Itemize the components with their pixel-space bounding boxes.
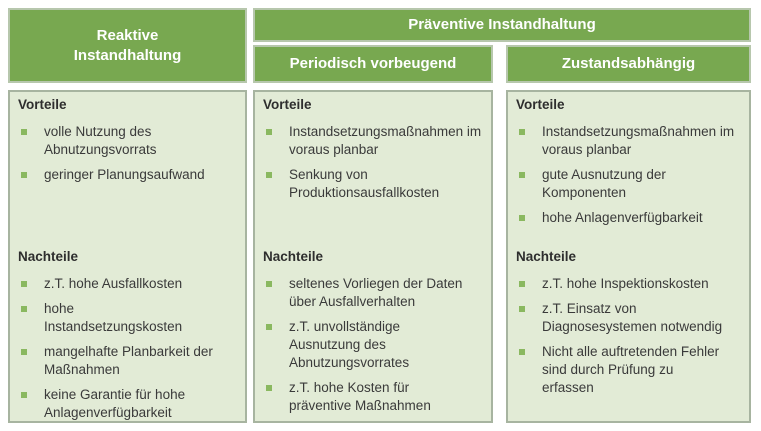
- list-item-text: z.T. hohe Inspektionskosten: [542, 276, 709, 291]
- list-item-text: z.T. Einsatz von Diagnosesystemen notwendig: [542, 301, 723, 334]
- list-item: [18, 386, 237, 422]
- list-item: [516, 343, 741, 397]
- list-item-text: z.T. unvollständige Ausnutzung des Abnutzungsvorrates: [289, 319, 410, 370]
- square-bullet-icon: [519, 215, 525, 221]
- disadvantages-title: Nachteile: [516, 249, 577, 264]
- disadvantages-title: Nachteile: [18, 249, 79, 264]
- list-item: [263, 166, 483, 202]
- disadvantages-title: Nachteile: [263, 249, 324, 264]
- square-bullet-icon: [519, 306, 525, 312]
- list-item: [516, 275, 741, 293]
- advantages-list: [18, 123, 237, 184]
- list-item: [18, 300, 237, 336]
- advantages-title: Vorteile: [18, 97, 67, 112]
- square-bullet-icon: [266, 129, 272, 135]
- advantages-list: [263, 123, 483, 202]
- list-item-text: hohe Anlagenverfügbarkeit: [542, 210, 703, 225]
- square-bullet-icon: [519, 281, 525, 287]
- square-bullet-icon: [21, 281, 27, 287]
- advantages-title: Vorteile: [263, 97, 312, 112]
- square-bullet-icon: [21, 129, 27, 135]
- header-periodic-preventive: [253, 45, 493, 83]
- header-reactive-label: Reaktive Instandhaltung: [73, 26, 182, 64]
- list-item-text: Instandsetzungsmaßnahmen im voraus planbar: [289, 124, 482, 157]
- disadvantages-list: [18, 275, 237, 422]
- list-item-text: hohe Instandsetzungskosten: [44, 301, 183, 334]
- panel-periodic-preventive: [253, 90, 493, 423]
- list-item-text: geringer Planungsaufwand: [44, 167, 205, 182]
- header-condition-based: [506, 45, 751, 83]
- advantages-list: [516, 123, 741, 227]
- list-item-text: seltenes Vorliegen der Daten über Ausfallverhalten: [289, 276, 463, 309]
- list-item-text: keine Garantie für hohe Anlagenverfügbarkeit: [44, 387, 186, 420]
- list-item: [516, 123, 741, 159]
- list-item: [516, 300, 741, 336]
- square-bullet-icon: [21, 392, 27, 398]
- disadvantages-list: [263, 275, 483, 415]
- panel-condition-based: [506, 90, 751, 423]
- panel-reactive: [8, 90, 247, 423]
- list-item-text: z.T. hohe Kosten für präventive Maßnahmen: [289, 380, 431, 413]
- square-bullet-icon: [266, 324, 272, 330]
- disadvantages-section: [516, 248, 741, 397]
- list-item: [263, 123, 483, 159]
- list-item: [516, 166, 741, 202]
- header-periodic-label: Periodisch vorbeugend: [289, 55, 457, 72]
- list-item: [263, 275, 483, 311]
- disadvantages-list: [516, 275, 741, 397]
- list-item-text: z.T. hohe Ausfallkosten: [44, 276, 183, 291]
- list-item: [516, 209, 741, 227]
- list-item-text: Nicht alle auftretenden Fehler sind durch Prüfung zu erfassen: [542, 344, 720, 395]
- header-reactive-maintenance: [8, 8, 247, 83]
- list-item: [18, 343, 237, 379]
- list-item-text: gute Ausnutzung der Komponenten: [542, 167, 666, 200]
- square-bullet-icon: [266, 385, 272, 391]
- square-bullet-icon: [21, 306, 27, 312]
- advantages-section: [516, 96, 741, 248]
- square-bullet-icon: [266, 281, 272, 287]
- header-condition-label: Zustandsabhängig: [561, 55, 696, 72]
- square-bullet-icon: [519, 172, 525, 178]
- square-bullet-icon: [519, 349, 525, 355]
- list-item-text: Instandsetzungsmaßnahmen im voraus planbar: [542, 124, 735, 157]
- advantages-title: Vorteile: [516, 97, 565, 112]
- list-item: [18, 275, 237, 293]
- advantages-section: [18, 96, 237, 248]
- square-bullet-icon: [21, 349, 27, 355]
- list-item: [18, 123, 237, 159]
- list-item: [18, 166, 237, 184]
- square-bullet-icon: [21, 172, 27, 178]
- list-item-text: mangelhafte Planbarkeit der Maßnahmen: [44, 344, 213, 377]
- disadvantages-section: [263, 248, 483, 415]
- list-item-text: Senkung von Produktionsausfallkosten: [289, 167, 440, 200]
- square-bullet-icon: [266, 172, 272, 178]
- header-preventive-label: Präventive Instandhaltung: [408, 16, 596, 33]
- list-item: [263, 379, 483, 415]
- square-bullet-icon: [519, 129, 525, 135]
- disadvantages-section: [18, 248, 237, 422]
- list-item-text: volle Nutzung des Abnutzungsvorrats: [44, 124, 157, 157]
- header-preventive-maintenance: [253, 8, 751, 42]
- list-item: [263, 318, 483, 372]
- advantages-section: [263, 96, 483, 248]
